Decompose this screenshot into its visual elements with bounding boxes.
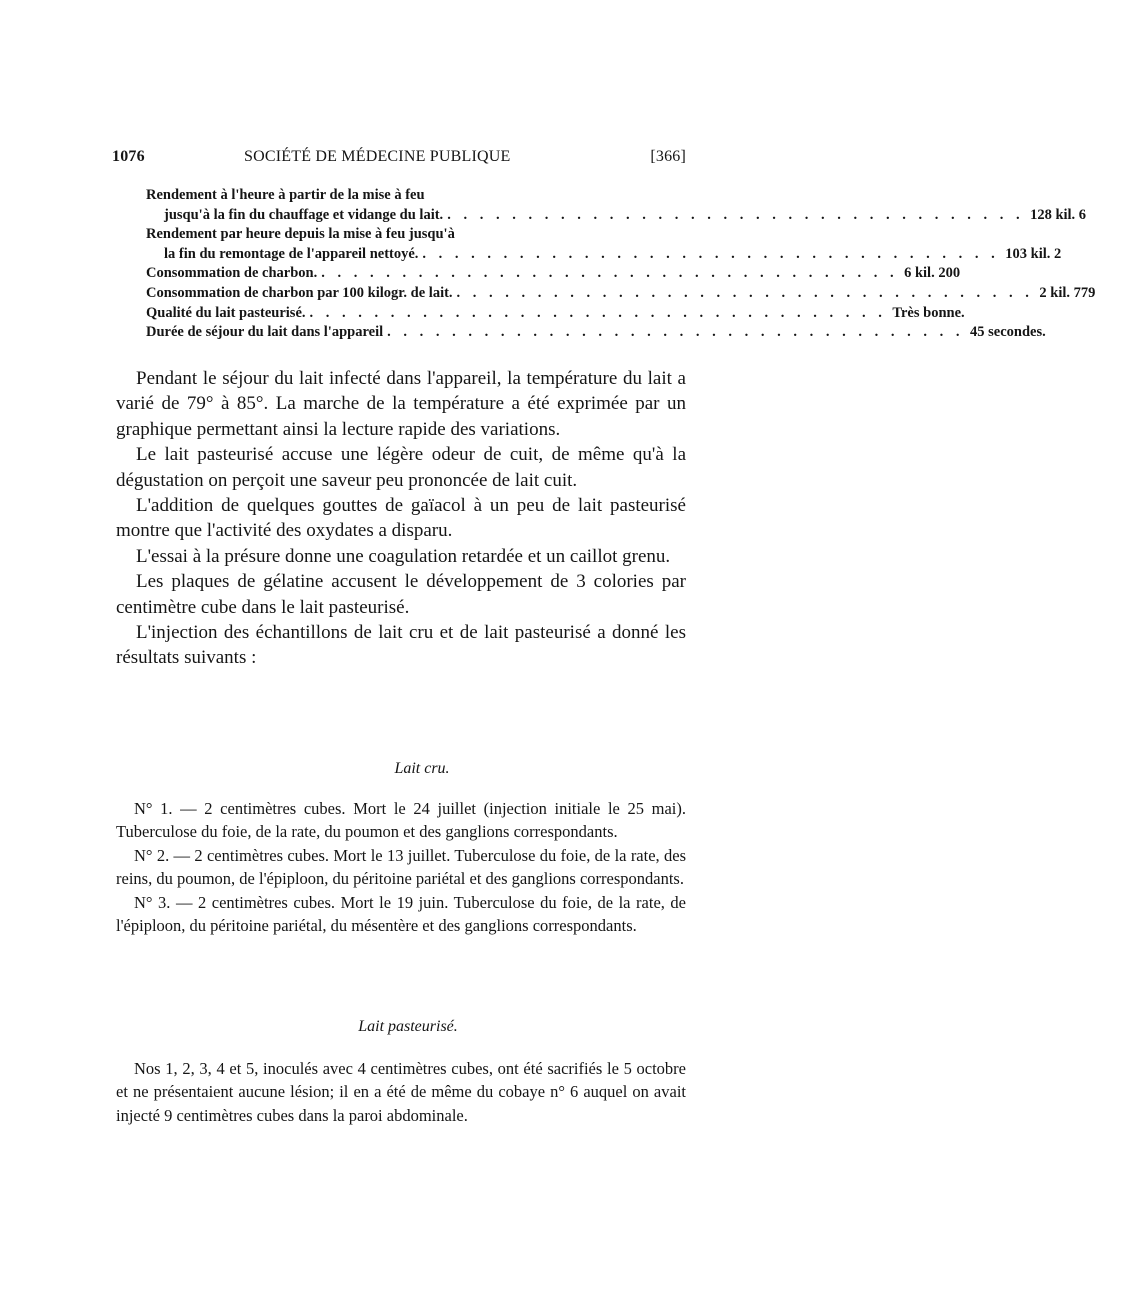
body-text <box>116 366 686 671</box>
case-entry: Nos 1, 2, 3, 4 et 5, inoculés avec 4 centimètres cubes, ont été sacrifiés le 5 octobre et ne présentaient aucune lésion; il en a été de même du cobaye n° 6 auquel on avait injecté 9 centimètres cubes dans la paroi abdominale. <box>116 1059 686 1125</box>
paragraph: Les plaques de gélatine accusent le développement de 3 colories par centimètre cube dans le lait pasteurisé. <box>116 571 686 618</box>
paragraph: Le lait pasteurisé accuse une légère odeur de cuit, de même qu'à la dégustation on perçoit une saveur peu prononcée de lait cuit. <box>116 444 686 491</box>
paragraph: L'essai à la présure donne une coagulation retardée et un caillot grenu. <box>136 545 671 567</box>
section-heading-pasteurized-milk: Lait pasteurisé. <box>358 1018 458 1035</box>
running-head <box>112 148 686 172</box>
results-row <box>146 245 1062 265</box>
results-row <box>146 284 1096 304</box>
results-row-label: Qualité du lait pasteurisé. <box>146 304 306 321</box>
paragraph: L'addition de quelques gouttes de gaïacol à un peu de lait pasteurisé montre que l'activité des oxydates a disparu. <box>116 495 686 542</box>
results-row <box>146 225 672 245</box>
section-heading-raw-milk: Lait cru. <box>394 760 450 777</box>
results-row <box>146 206 1087 226</box>
leader-dots: . . . . . . . . . . . . . . . . . . . . . . . . . . . . . . . . . . . . <box>309 304 887 321</box>
paragraph: Pendant le séjour du lait infecté dans l'appareil, la température du lait a varié de 79° à 85°. La marche de la température a été exprimée par un graphique permettant ainsi la lecture rapide des variations. <box>116 368 686 440</box>
results-row-label: Rendement à l'heure à partir de la mise à feu <box>146 187 425 203</box>
results-row <box>146 304 965 324</box>
leader-dots: . . . . . . . . . . . . . . . . . . . . . . . . . . . . . . . . . . . . <box>321 265 899 282</box>
results-row-label: jusqu'à la fin du chauffage et vidange du lait. <box>164 206 444 223</box>
results-row-label: Consommation de charbon. <box>146 265 318 282</box>
results-row-value: 2 kil. 779 <box>1039 284 1096 301</box>
case-entry: N° 2. — 2 centimètres cubes. Mort le 13 juillet. Tuberculose du foie, de la rate, des reins, du poumon, de l'épiploon, du péritoine pariétal et des ganglions correspondants. <box>116 845 686 889</box>
page-number: 1076 <box>112 148 145 165</box>
results-table <box>146 186 1096 343</box>
results-row-label: Durée de séjour du lait dans l'appareil <box>146 324 384 341</box>
results-row <box>146 186 672 206</box>
paragraph: L'injection des échantillons de lait cru et de lait pasteurisé a donné les résultats suivants : <box>116 622 686 669</box>
results-row-value: 45 secondes. <box>970 324 1046 341</box>
bracket-page-number: [366] <box>650 148 686 165</box>
running-title: SOCIÉTÉ DE MÉDECINE PUBLIQUE <box>244 148 511 165</box>
results-row <box>146 323 1046 343</box>
results-row-value: Très bonne. <box>892 304 965 321</box>
leader-dots: . . . . . . . . . . . . . . . . . . . . . . . . . . . . . . . . . . . . <box>387 324 965 341</box>
leader-dots: . . . . . . . . . . . . . . . . . . . . . . . . . . . . . . . . . . . . <box>456 284 1034 301</box>
case-entry: N° 1. — 2 centimètres cubes. Mort le 24 juillet (injection initiale le 25 mai). Tuberculose du foie, de la rate, du poumon et des ganglions correspondants. <box>116 799 686 842</box>
pasteurized-milk-cases <box>116 1057 686 1127</box>
case-entry: N° 3. — 2 centimètres cubes. Mort le 19 juin. Tuberculose du foie, de la rate, de l'épiploon, du péritoine pariétal, du mésentère et des ganglions correspondants. <box>116 892 686 936</box>
leader-dots: . . . . . . . . . . . . . . . . . . . . . . . . . . . . . . . . . . . . <box>422 245 1000 262</box>
raw-milk-cases <box>116 797 686 937</box>
results-row-value: 103 kil. 2 <box>1005 245 1062 262</box>
results-row-label: Rendement par heure depuis la mise à feu jusqu'à <box>146 226 455 243</box>
leader-dots: . . . . . . . . . . . . . . . . . . . . . . . . . . . . . . . . . . . . <box>447 206 1025 223</box>
results-row <box>146 264 961 284</box>
results-row-label: la fin du remontage de l'appareil nettoyé. <box>164 245 419 262</box>
results-row-label: Consommation de charbon par 100 kilogr. de lait. <box>146 284 453 301</box>
results-row-value: 128 kil. 6 <box>1030 206 1087 223</box>
results-row-value: 6 kil. 200 <box>904 265 961 282</box>
